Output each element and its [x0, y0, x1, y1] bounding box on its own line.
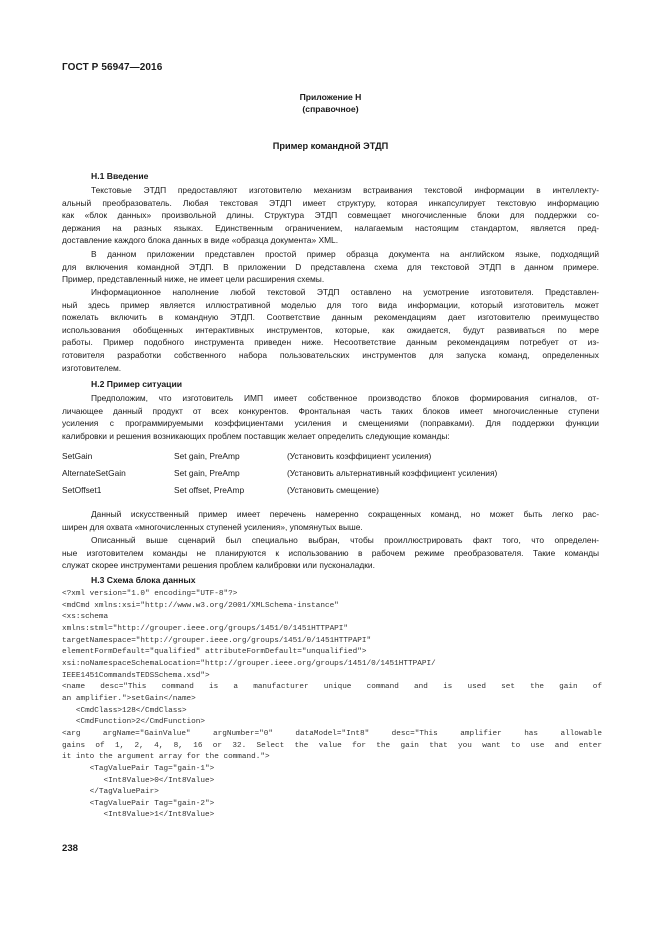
paragraph-line: личающее данный продукт от всех конкурентов. Фронтальная часть таких блоков имеет многочисленные ступени [62, 405, 599, 416]
code-line: </TagValuePair> [62, 788, 159, 797]
paragraph-line: Информационное наполнение любой текстовой ЭТДП оставлено на усмотрение изготовителя. Представлен- [91, 287, 599, 297]
paragraph-3 [62, 286, 599, 374]
paragraph-line: Предположим, что изготовитель ИМП имеет собственное производство блоков формирования сигналов, от- [91, 393, 599, 403]
code-line: elementFormDefault="qualified" attributeFormDefault="unqualified"> [62, 648, 367, 657]
code-line: targetNamespace="http://grouper.ieee.org/groups/1451/0/1451HTTPAPI" [62, 636, 372, 645]
code-line: xmlns:stml="http://grouper.ieee.org/groups/1451/0/1451HTTPAPI" [62, 624, 349, 633]
table-row [62, 485, 497, 502]
paragraph-line: Описанный выше сценарий был специально выбран, чтобы проиллюстрировать факт того, что определен- [91, 535, 599, 545]
section-title-situation: Н.2 Пример ситуации [91, 379, 183, 389]
command-description: (Установить смещение) [287, 485, 379, 495]
page-number: 238 [62, 843, 79, 854]
code-line: gains of 1, 2, 4, 8, 16 or 32. Select the value for the gain that you want to use and enter [62, 741, 602, 750]
document-title: Пример командной ЭТДП [272, 141, 389, 151]
paragraph-line: для включения командной ЭТДП. В приложении D представлена схема для текстовой ЭТДП в данном примере. [62, 261, 599, 272]
paragraph-line: держания на разных языках. Единственным ограничением, налагаемым настоящим стандартом, является пред- [62, 222, 599, 233]
code-line: it into the argument array for the command."> [62, 753, 270, 762]
code-line: <?xml version="1.0" encoding="UTF-8"?> [62, 590, 238, 598]
command-description: (Установить альтернативный коэффициент усиления) [287, 468, 498, 478]
paragraph-6 [62, 534, 599, 572]
appendix-title: Приложение Н [299, 92, 362, 102]
paragraph-line: изготовителем. [62, 362, 122, 373]
paragraph-line: служат скорее инструментами решения проблем калибровки или пусконаладки. [62, 560, 375, 571]
paragraph-line: доставление каждого блока данных в виде «образца документа» XML. [62, 235, 339, 246]
paragraph-line: калибровки и решения возникающих проблем поставщик желает определить следующие команды: [62, 430, 450, 441]
paragraph-line: ный здесь пример является иллюстративной моделью для того вида информации, который изготовитель может [62, 299, 599, 310]
commands-table [62, 451, 497, 502]
paragraph-line: ные изготовителем команды не планируются к использованию в рабочем режиме преобразователя. Такие команды [62, 547, 599, 558]
code-line: xsi:noNamespaceSchemaLocation="http://grouper.ieee.org/groups/1451/0/1451HTTPAPI/ [62, 659, 436, 668]
paragraph-4 [62, 392, 599, 442]
paragraph-line: готовителя разработки собственного набора пользовательских инструментов для запуска команд, определенных [62, 349, 599, 360]
code-line: <CmdClass>128</CmdClass> [62, 706, 187, 715]
code-line: IEEE1451CommandsTEDSSchema.xsd"> [62, 671, 210, 680]
section-title-introduction: Н.1 Введение [91, 171, 149, 181]
command-description: (Установить коэффициент усиления) [287, 451, 432, 461]
command-action: Set gain, PreAmp [174, 468, 240, 478]
code-line: <TagValuePair Tag="gain-2"> [62, 799, 215, 808]
command-name: AlternateSetGain [62, 468, 126, 478]
paragraph-line: альный преобразователь. Любая текстовая ЭТДП имеет структуру, которая инкапсулирует текстовую информацию [62, 197, 599, 208]
paragraph-1 [62, 184, 599, 247]
command-name: SetOffset1 [62, 485, 102, 495]
table-row [62, 468, 497, 485]
code-line: <xs:schema [62, 613, 109, 622]
appendix-subtitle: (справочное) [302, 104, 359, 114]
paragraph-line: использования обобщенных интерактивных инструментов, которые, как ожидается, будут развиваться по мере [62, 324, 599, 335]
code-line: an amplifier.">setGain</name> [62, 694, 196, 703]
paragraph-2 [62, 248, 599, 286]
command-action: Set gain, PreAmp [174, 451, 240, 461]
section-title-data-block-schema: Н.3 Схема блока данных [91, 575, 196, 585]
code-line: <TagValuePair Tag="gain-1"> [62, 764, 215, 773]
xml-code-listing [62, 589, 602, 822]
code-line: <Int8Value>0</Int8Value> [62, 776, 215, 785]
paragraph-line: работы. Пример подобного инструмента приведен ниже. Несоответствие данным рекомендациям потребует от из- [62, 337, 599, 348]
paragraph-line: ширен для охвата «многочисленных ступеней усиления», упомянутых выше. [62, 521, 363, 532]
code-line: <arg argName="GainValue" argNumber="0" dataModel="Int8" desc="This amplifier has allowable [62, 729, 602, 738]
code-line: <name desc="This command is a manufacturer unique command and is used set the gain of [62, 683, 602, 692]
paragraph-line: Текстовые ЭТДП предоставляют изготовителю механизм встраивания текстовой информации в интеллекту- [91, 185, 599, 195]
paragraph-line: как «блок данных» произвольной длины. Структура ЭТДП совмещает многочисленные блоки для поддержки со- [62, 210, 599, 221]
paragraph-line: В данном приложении представлен простой пример образца документа на английском языке, подходящий [91, 249, 599, 259]
paragraph-line: усиления с программируемыми коэффициентами усиления и смещениями (поправками). Для поддержки функции [62, 418, 599, 429]
code-line: <CmdFunction>2</CmdFunction> [62, 718, 206, 727]
paragraph-line: Данный искусственный пример имеет перечень намеренно сокращенных команд, но может быть легко рас- [91, 509, 599, 519]
standard-header: ГОСТ Р 56947—2016 [62, 62, 163, 73]
paragraph-5 [62, 508, 599, 533]
code-line: <mdCmd xmlns:xsi="http://www.w3.org/2001/XMLSchema-instance" [62, 601, 339, 610]
paragraph-line: пожелать включить в командную ЭТДП. Соответствие данным рекомендациям дает изготовителю преимущество [62, 312, 599, 323]
paragraph-line: Пример, представленный ниже, не имеет цели расширения схемы. [62, 274, 325, 285]
command-action: Set offset, PreAmp [174, 485, 245, 495]
table-row [62, 451, 497, 468]
code-line: <Int8Value>1</Int8Value> [62, 811, 215, 820]
command-name: SetGain [62, 451, 93, 461]
